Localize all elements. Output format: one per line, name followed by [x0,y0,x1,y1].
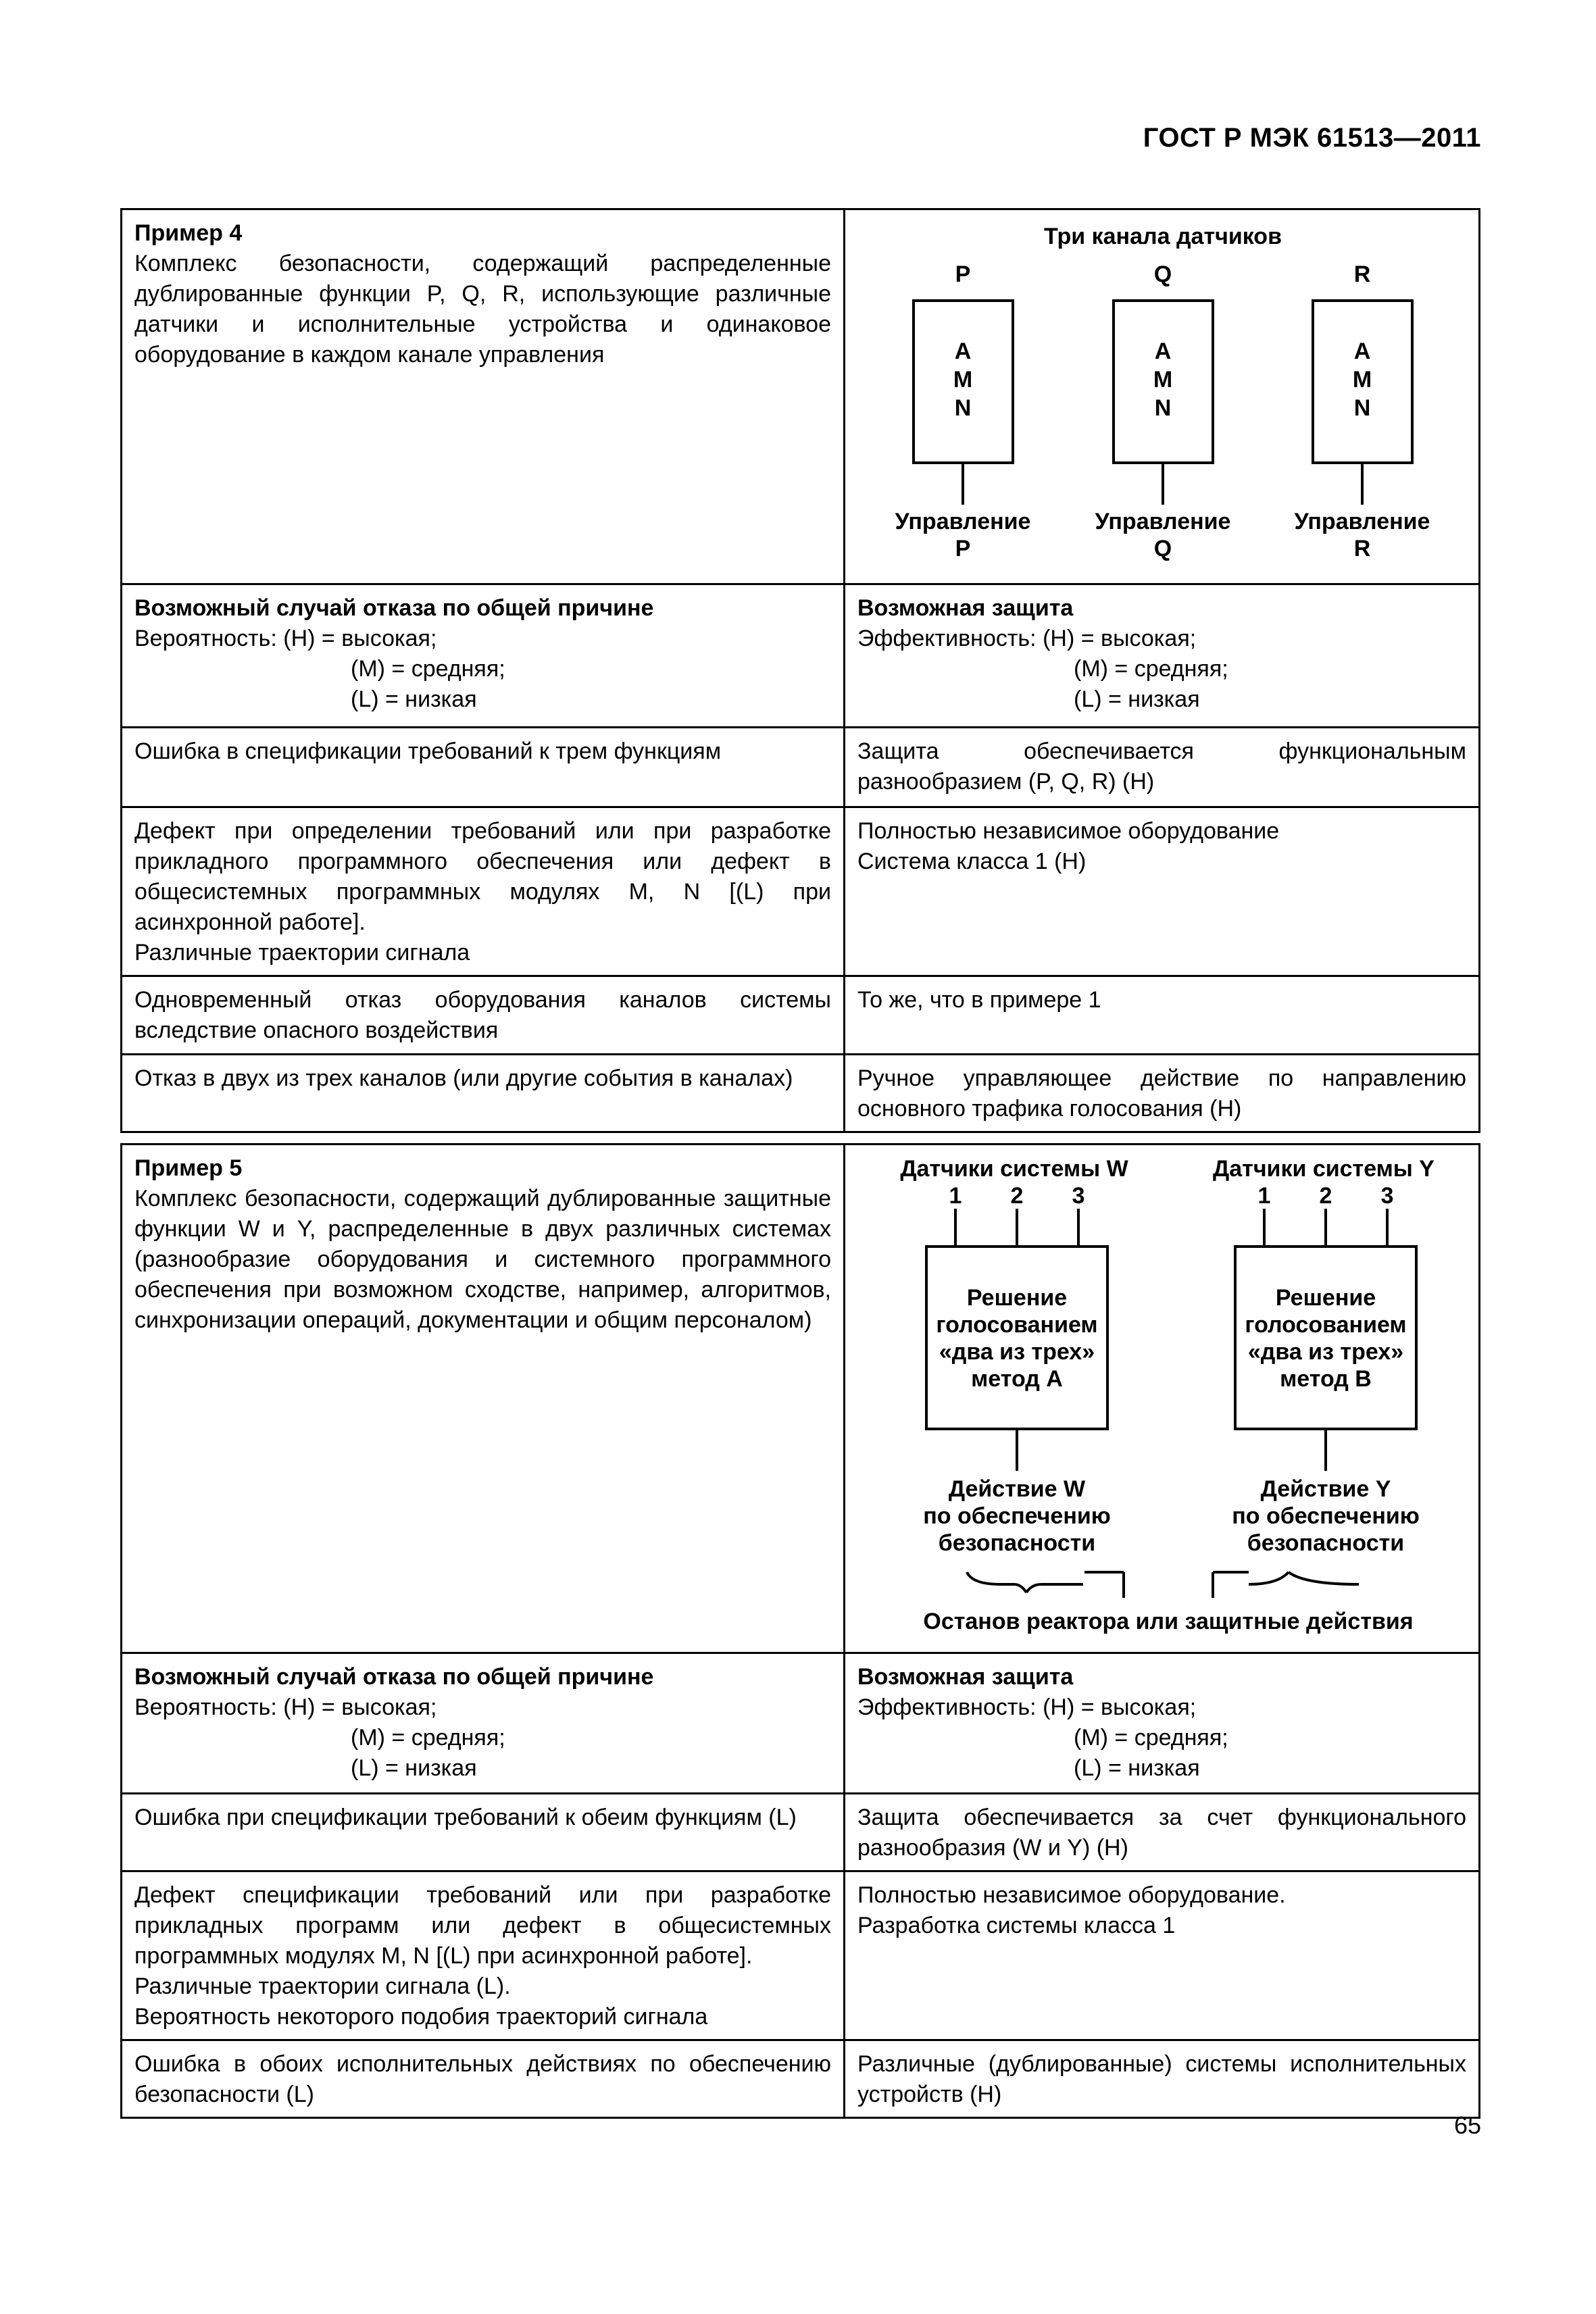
protection-header-cell [845,1653,1480,1794]
failure-cell: Одновременный отказ оборудования каналов системы вследствие опасного воздействия [122,976,845,1055]
failure-header-cell [122,1653,845,1794]
page-number: 65 [1453,2111,1481,2139]
box-line: «два из трех» [939,1339,1095,1365]
box-label-m: M [953,367,973,393]
channel-name: R [1353,261,1371,287]
result-label: Останов реактора или защитные действия [923,1609,1414,1634]
action-label: Действие Y [1260,1476,1391,1502]
failure-cell: Ошибка в обоих исполнительных действиях по обеспечению безопасности (L) [122,2040,845,2118]
action-label: безопасности [938,1530,1096,1556]
protection-header-cell [845,584,1480,728]
example4-diagram-cell [845,209,1480,584]
box-label-a: A [1154,338,1172,364]
box-label-n: N [1353,395,1371,421]
table-row [122,807,1480,976]
protection-cell: То же, что в примере 1 [845,976,1480,1055]
table-row [122,1794,1480,1871]
probability-medium: (M) = средняя; [351,1725,505,1751]
system-y [1213,1156,1435,1556]
channel-name: P [955,261,971,287]
channel-r [1295,261,1430,561]
sensor-number: 2 [1319,1183,1332,1209]
failure-header: Возможный случай отказа по общей причине [134,1664,654,1690]
table-row [122,2040,1480,2118]
channel-p [895,261,1031,561]
control-id: P [955,536,971,561]
protection-cell: Различные (дублированные) системы исполнительных устройств (H) [845,2040,1480,2118]
sensor-number: 1 [949,1183,962,1209]
effectiveness-medium: (M) = средняя; [1074,656,1228,682]
failure-header-cell [122,584,845,728]
example5-table [120,1143,1480,2119]
protection-header: Возможная защита [857,1664,1074,1690]
effectiveness-high: Эффективность: (H) = высокая; [857,626,1197,651]
box-line: метод А [971,1366,1063,1392]
table-row [122,1871,1480,2040]
box-line: голосованием [936,1312,1098,1338]
channel-name: Q [1153,261,1172,287]
example4-description: Комплекс безопасности, содержащий распределенные дублированные функции P, Q, R, использующие различные датчики и исполнительные устройства и одинаковое оборудование в каждом канале управления [134,251,831,368]
failure-header: Возможный случай отказа по общей причине [134,595,654,621]
protection-cell: Ручное управляющее действие по направлению основного трафика голосования (H) [845,1055,1480,1132]
box-label-n: N [954,395,972,421]
failure-cell: Ошибка в спецификации требований к трем функциям [122,728,845,807]
control-label: Управление [1294,509,1430,534]
table-row [122,976,1480,1055]
example5-description: Комплекс безопасности, содержащий дублированные защитные функции W и Y, распределенные в двух различных системах (разнообразие оборудования и системного программного обеспечения при возможном сходстве, например, алгоритмов, синхронизации операций, документации и общим персоналом) [134,1186,831,1333]
box-line: Решение [1275,1285,1376,1311]
box-line: Решение [966,1285,1068,1311]
protection-cell: Полностью независимое оборудование Система класса 1 (H) [845,807,1480,976]
diagram-title: Три канала датчиков [1044,224,1282,249]
action-label: безопасности [1247,1530,1405,1556]
sensors-label: Датчики системы W [900,1156,1128,1182]
table-row [122,1055,1480,1132]
control-label: Управление [1095,509,1231,534]
example5-title: Пример 5 [134,1155,243,1181]
probability-low: (L) = низкая [351,686,477,712]
probability-medium: (M) = средняя; [351,656,505,682]
example4-title: Пример 4 [134,220,243,246]
box-label-m: M [1153,367,1173,393]
standard-header: ГОСТ Р МЭК 61513—2011 [1143,123,1481,153]
action-label: Действие W [948,1476,1086,1502]
box-line: голосованием [1245,1312,1407,1338]
box-label-n: N [1154,395,1172,421]
sensor-number: 3 [1380,1183,1394,1209]
example5-diagram [845,1145,1480,1644]
brace-w [967,1572,1026,1592]
control-id: Q [1153,536,1172,561]
failure-cell: Дефект спецификации требований или при разработке прикладных программ или дефект в общесистемных программных модулях M, N [(L) при асинхронной работе]. Различные траектории сигнала (L). Вероятность некоторого подобия траекторий сигнала [122,1871,845,2040]
box-label-a: A [1353,338,1371,364]
failure-cell: Ошибка при спецификации требований к обеим функциям (L) [122,1794,845,1871]
box-line: метод В [1280,1366,1372,1392]
sensors-label: Датчики системы Y [1213,1156,1435,1182]
effectiveness-medium: (M) = средняя; [1074,1725,1228,1751]
probability-low: (L) = низкая [351,1755,477,1781]
protection-cell: Защита обеспечивается функциональным разнообразием (P, Q, R) (H) [845,728,1480,807]
probability-high: Вероятность: (H) = высокая; [134,626,437,651]
effectiveness-low: (L) = низкая [1074,686,1200,712]
voting-box [1235,1247,1416,1429]
box-label-a: A [954,338,972,364]
protection-cell: Защита обеспечивается за счет функционального разнообразия (W и Y) (H) [845,1794,1480,1871]
brace-w-right [1026,1584,1083,1592]
example4-diagram [845,210,1480,575]
sensor-number: 1 [1257,1183,1271,1209]
effectiveness-high: Эффективность: (H) = высокая; [857,1694,1197,1720]
failure-cell: Отказ в двух из трех каналов (или другие события в каналах) [122,1055,845,1132]
sensor-number: 2 [1010,1183,1024,1209]
action-label: по обеспечению [1232,1503,1420,1529]
action-label: по обеспечению [923,1503,1111,1529]
box-line: «два из трех» [1247,1339,1404,1365]
example4-table [120,208,1480,1133]
example5-diagram-cell [845,1145,1480,1653]
control-id: R [1353,536,1371,561]
system-w [900,1156,1128,1556]
brace-y [1249,1572,1359,1584]
channel-q [1095,261,1231,561]
table-row [122,728,1480,807]
example4-description-cell [122,209,845,584]
box-label-m: M [1352,367,1372,393]
voting-box [926,1247,1107,1429]
control-label: Управление [895,509,1031,534]
example5-description-cell [122,1145,845,1653]
failure-cell: Дефект при определении требований или при разработке прикладного программного обеспечения или дефект в общесистемных программных модулях M, N [(L) при асинхронной работе]. Различные траектории сигнала [122,807,845,976]
protection-header: Возможная защита [857,595,1074,621]
effectiveness-low: (L) = низкая [1074,1755,1200,1781]
probability-high: Вероятность: (H) = высокая; [134,1694,437,1720]
sensor-number: 3 [1072,1183,1085,1209]
protection-cell: Полностью независимое оборудование. Разработка системы класса 1 [845,1871,1480,2040]
